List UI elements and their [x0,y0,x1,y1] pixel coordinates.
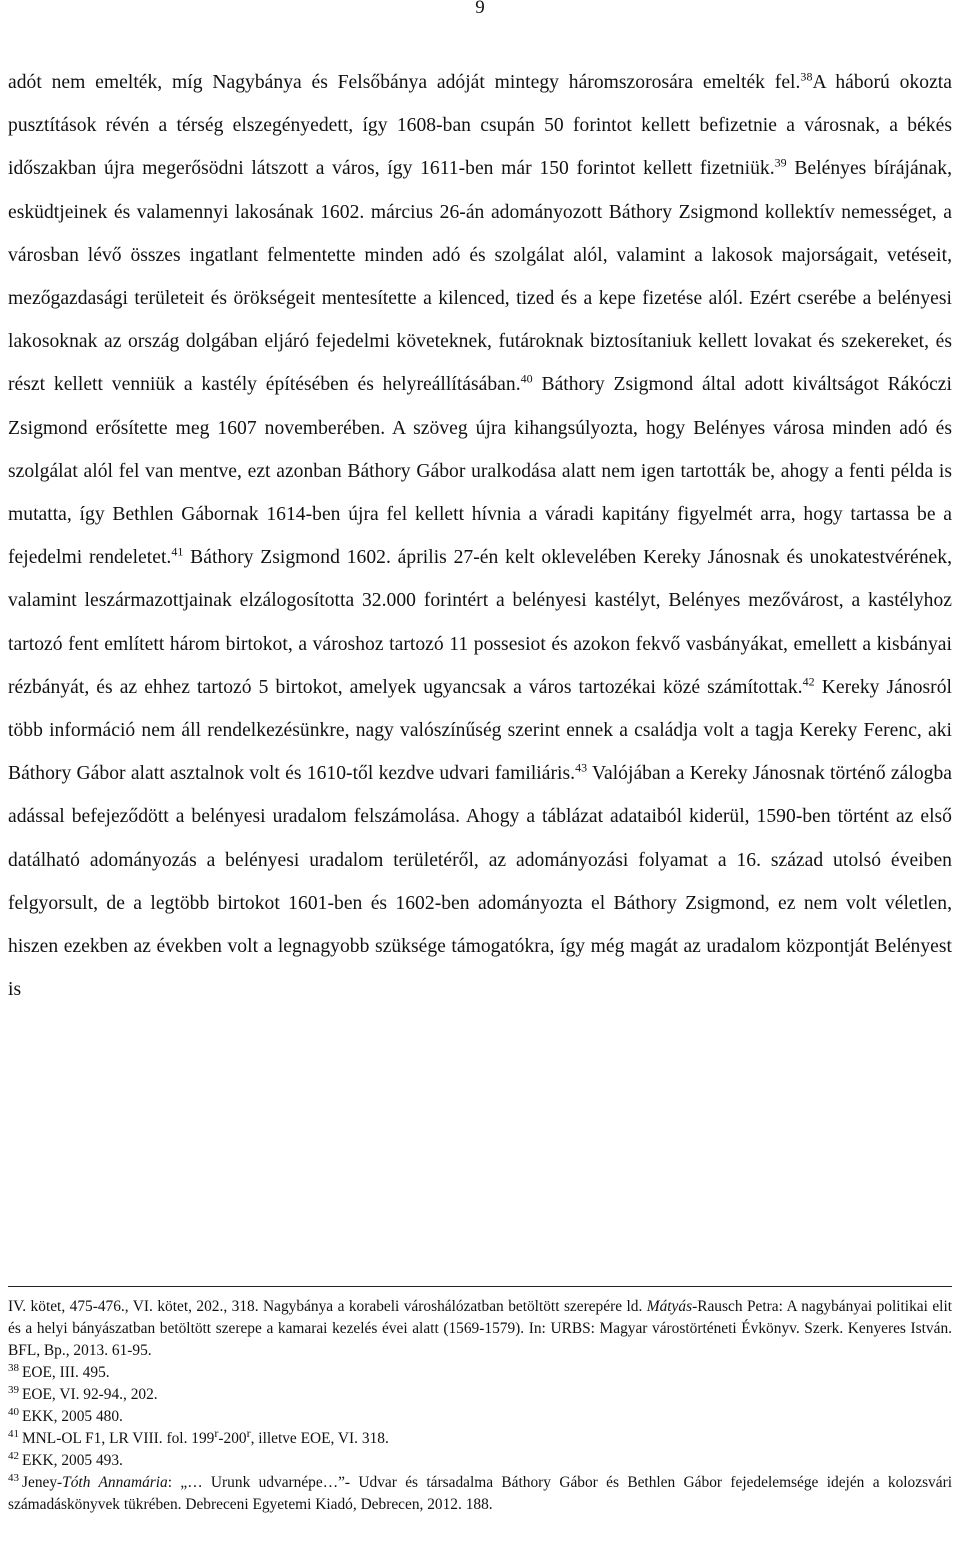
footnote-continuation [8,1296,952,1362]
text-run: Báthory Zsigmond által adott kiváltságot Rákóczi Zsigmond erősítette meg 1607 novemberében. A szöveg újra kihangsúlyozta, hogy Belényes városa minden adó és szolgálat alól fel van mentve, ezt azonban Báthory Gábor uralkodása alatt nem igen tartották be, ahogy a fenti példa is mutatta, így Bethlen Gábornak 1614-ben újra fel kellett hívnia a váradi kapitány figyelmét arra, hogy tartassa be a fejedelmi rendeletet. [8,374,952,569]
text-run: Kereky Jánosról több információ nem áll rendelkezésünkre, nagy valószínűség szerint ennek a családja volt a tagja Kereky Ferenc, aki Báthory Gábor alatt asztalnok volt és 1610-től kezdve udvari familiáris. [8,676,952,785]
page-number: 9 [475,0,485,18]
footnote-42 [8,1450,952,1472]
footnote-text: -200 [218,1430,247,1447]
footnote-number: 42 [8,1449,19,1462]
recto-mark: r [246,1425,251,1440]
footnote-ref-43: 43 [575,760,588,775]
footnote-number: 43 [8,1471,19,1484]
text-run: Valójában a Kereky Jánosnak történő zálogba adással befejeződött a belényesi uradalom felszámolása. Ahogy a táblázat adataiból kiderül, 1590-ben történt az első datálható adományozás a belényesi uradalom területéről, az adományozási folyamat a 16. század utolsó éveiben felgyorsult, de a legtöbb birtokot 1601-ben és 1602-ben adományozta el Báthory Zsigmond, ez nem volt véletlen, hiszen ezekben az években volt a legnagyobb szüksége támogatókra, így még magát az uradalom központját Belényest is [8,763,952,1001]
footnote-ref-42: 42 [802,674,815,689]
footnote-text: : A nagybányai politikai elit és a helyi bányászatban betöltött szerepe a kamarai kezelés évei alatt (1569-1579). In: URBS: Magyar várostörténeti Évkönyv. Szerk. Kenyeres István. BFL, Bp., 2013. 61-95. [8,1298,952,1359]
text-run: Báthory Zsigmond 1602. április 27-én kelt oklevelében Kereky Jánosnak és unokatestvérének, valamint leszármazottjainak elzálogosította 32.000 forintért a belényesi kastélyt, Belényes mezővárost, a kastélyhoz tartozó fent említett három birtokot, a városhoz tartozó 11 possesiot és azokon fekvő vasbányákat, emellett a kisbányai rézbányát, és az ehhez tartozó 5 birtokot, amelyek ugyancsak a város tartozékai közé számítottak. [8,547,952,698]
footnote-number: 40 [8,1405,19,1418]
footnote-author: Rausch Petra [697,1298,779,1315]
footnote-39 [8,1384,952,1406]
footnote-43 [8,1472,952,1516]
footnote-text: EKK, 2005 493. [22,1452,123,1469]
footnote-ref-40: 40 [520,371,533,386]
footnote-text: EOE, III. 495. [22,1364,110,1381]
footnote-text: MNL-OL F1, LR VIII. fol. 199 [22,1430,215,1447]
text-run: Belényes bírájának, esküdtjeinek és valamennyi lakosának 1602. március 26-án adományozott Báthory Zsigmond kollektív nemességet, a városban lévő összes ingatlant felmentette minden adó és szolgálat alól, valamint a lakosok majorságait, vetéseit, mezőgazdasági területeit és örökségeit mentesítette a kilenced, tized és a kepe fizetése alól. Ezért cserébe a belényesi lakosoknak az ország dolgában eljáró fejedelmi követeknek, futároknak biztosítaniuk kellett lovakat és szekereket, és részt kellett venniük a kastély építésében és helyreállításában. [8,158,952,396]
footnote-ref-39: 39 [774,155,787,170]
footnote-number: 41 [8,1427,19,1440]
main-paragraph [8,61,952,1011]
text-run: adót nem emelték, míg Nagybánya és Felsőbánya adóját mintegy háromszorosára emelték fel. [8,72,801,93]
footnote-40 [8,1406,952,1428]
footnote-number: 38 [8,1361,19,1374]
footnote-41 [8,1425,952,1450]
footnote-ref-41: 41 [171,544,184,559]
text-run: A háború okozta pusztítások révén a térség elszegényedett, így 1608-ban csupán 50 forintot kellett befizetnie a városnak, a békés időszakban újra megerősödni látszott a város, így 1611-ben már 150 forintot kellett fizetniük. [8,72,952,180]
recto-mark: r [214,1425,219,1440]
footnotes [8,1296,952,1516]
footnote-text: EOE, VI. 92-94., 202. [22,1386,158,1403]
footnote-author: Mátyás- [646,1298,698,1315]
footnote-author: Tóth Annamária [62,1474,168,1491]
footnote-text: : „… Urunk udvarnépe…”- Udvar és társadalma Báthory Gábor és Bethlen Gábor fejedelemsége idején a kolozsvári számadáskönyvek tükrében. Debreceni Egyetemi Kiadó, Debrecen, 2012. 188. [8,1474,952,1513]
footnote-divider [8,1286,952,1287]
body-text [8,61,952,1011]
footnote-author: Jeney- [22,1474,63,1491]
footnote-text: EKK, 2005 480. [22,1408,123,1425]
footnote-text: , illetve EOE, VI. 318. [250,1430,389,1447]
footnote-38 [8,1362,952,1384]
footnote-number: 39 [8,1383,19,1396]
footnote-text: IV. kötet, 475-476., VI. kötet, 202., 318. Nagybánya a korabeli városhálózatban betöltött szerepére ld. [8,1298,647,1315]
footnote-ref-38: 38 [800,69,813,84]
